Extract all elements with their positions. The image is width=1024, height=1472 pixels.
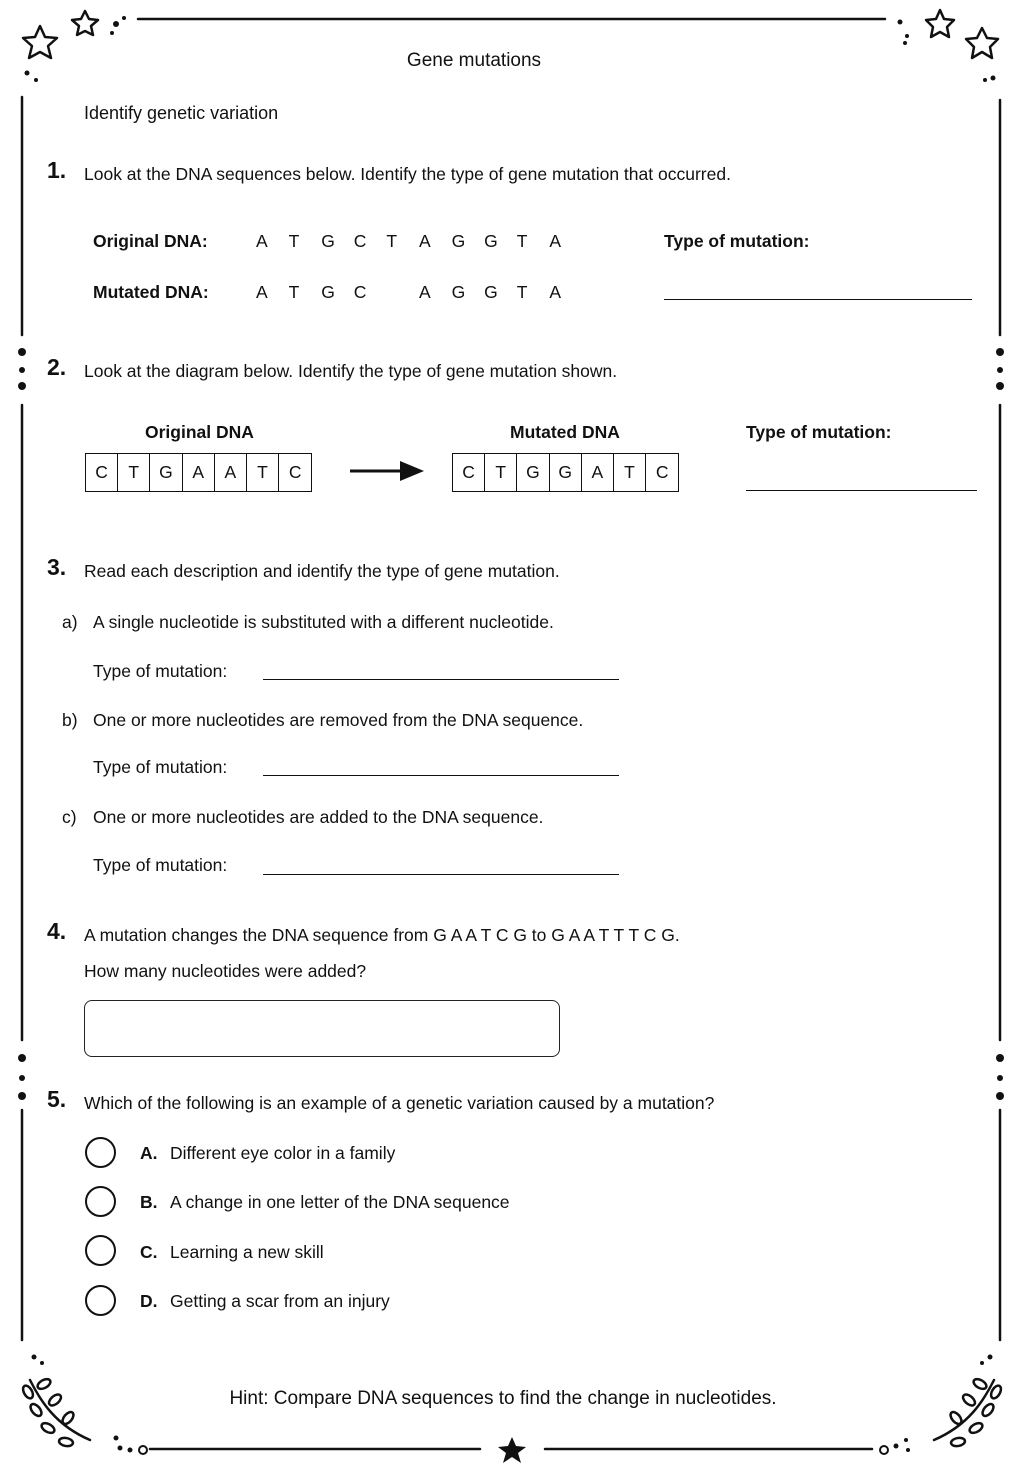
option-b-radio[interactable] bbox=[85, 1186, 116, 1217]
nucleotide: A bbox=[418, 282, 431, 302]
original-dna-sequence bbox=[256, 231, 582, 252]
nucleotide-box: C bbox=[453, 454, 485, 491]
sub-question-letter: b) bbox=[62, 710, 78, 730]
type-of-mutation-label: Type of mutation: bbox=[93, 757, 228, 777]
question-prompt-4: How many nucleotides were added? bbox=[84, 961, 367, 981]
nucleotide: T bbox=[288, 231, 300, 251]
nucleotide: G bbox=[321, 231, 335, 251]
question-text-3: Read each description and identify the type of gene mutation. bbox=[84, 561, 560, 581]
nucleotide: G bbox=[451, 231, 466, 251]
nucleotide: T bbox=[516, 282, 528, 302]
nucleotide-box: G bbox=[550, 454, 582, 491]
option-text: Getting a scar from an injury bbox=[170, 1291, 390, 1311]
option-text: A change in one letter of the DNA sequence bbox=[170, 1192, 510, 1212]
sub-question-text: One or more nucleotides are removed from the DNA sequence. bbox=[93, 710, 584, 730]
question-text-5: Which of the following is an example of a genetic variation caused by a mutation? bbox=[84, 1093, 715, 1113]
nucleotide: A bbox=[549, 282, 562, 302]
answer-line[interactable] bbox=[263, 679, 619, 680]
page-title: Gene mutations bbox=[406, 50, 542, 71]
mutated-dna-boxes bbox=[452, 453, 679, 492]
nucleotide: T bbox=[386, 231, 398, 251]
original-dna-heading: Original DNA bbox=[145, 422, 254, 442]
nucleotide-box: T bbox=[614, 454, 646, 491]
answer-line[interactable] bbox=[263, 874, 619, 875]
hint-text: Hint: Compare DNA sequences to find the change in nucleotides. bbox=[229, 1388, 777, 1409]
arrow-right-icon bbox=[350, 460, 426, 482]
question-number-5: 5. bbox=[47, 1086, 67, 1112]
nucleotide: G bbox=[484, 282, 498, 302]
option-letter: C. bbox=[140, 1242, 158, 1262]
mutated-dna-label: Mutated DNA: bbox=[93, 282, 209, 302]
nucleotide: A bbox=[256, 282, 268, 302]
nucleotide: C bbox=[353, 231, 367, 251]
original-dna-label: Original DNA: bbox=[93, 231, 208, 251]
nucleotide: T bbox=[516, 231, 528, 251]
star-icon bbox=[926, 10, 954, 37]
nucleotide-box: T bbox=[247, 454, 279, 491]
nucleotide-box: T bbox=[118, 454, 150, 491]
mutated-dna-heading: Mutated DNA bbox=[510, 422, 620, 442]
original-dna-boxes bbox=[85, 453, 312, 492]
nucleotide: G bbox=[321, 282, 335, 302]
answer-box[interactable] bbox=[84, 1000, 560, 1057]
question-text-2: Look at the diagram below. Identify the type of gene mutation shown. bbox=[84, 361, 618, 381]
sub-question-letter: a) bbox=[62, 612, 78, 632]
option-d-radio[interactable] bbox=[85, 1285, 116, 1316]
nucleotide-box: C bbox=[288, 462, 302, 482]
option-a-radio[interactable] bbox=[85, 1137, 116, 1168]
nucleotide-box: G bbox=[517, 454, 549, 491]
sub-question-text: One or more nucleotides are added to the DNA sequence. bbox=[93, 807, 544, 827]
nucleotide-box: A bbox=[183, 454, 215, 491]
answer-line[interactable] bbox=[746, 490, 977, 491]
nucleotide-box: G bbox=[150, 454, 182, 491]
mutated-dna-sequence bbox=[256, 282, 582, 303]
option-text: Different eye color in a family bbox=[170, 1143, 396, 1163]
nucleotide: T bbox=[288, 282, 300, 302]
type-of-mutation-label: Type of mutation: bbox=[93, 855, 228, 875]
nucleotide-box: C bbox=[655, 462, 669, 482]
question-text-1: Look at the DNA sequences below. Identify the type of gene mutation that occurred. bbox=[84, 164, 731, 184]
option-letter: D. bbox=[140, 1291, 158, 1311]
nucleotide-box: A bbox=[215, 454, 247, 491]
type-of-mutation-label: Type of mutation: bbox=[93, 661, 228, 681]
nucleotide: A bbox=[549, 231, 562, 251]
nucleotide-box: A bbox=[582, 454, 614, 491]
nucleotide-box: T bbox=[485, 454, 517, 491]
option-c-radio[interactable] bbox=[85, 1235, 116, 1266]
option-letter: B. bbox=[140, 1192, 158, 1212]
answer-line[interactable] bbox=[263, 775, 619, 776]
question-number-3: 3. bbox=[47, 554, 67, 580]
option-text: Learning a new skill bbox=[170, 1242, 324, 1262]
nucleotide-box: C bbox=[86, 454, 118, 491]
type-of-mutation-label: Type of mutation: bbox=[746, 422, 892, 442]
question-text-4: A mutation changes the DNA sequence from G A A T C G to G A A T T T C G. bbox=[84, 925, 680, 945]
nucleotide: G bbox=[451, 282, 466, 302]
nucleotide: G bbox=[484, 231, 498, 251]
nucleotide: C bbox=[353, 282, 367, 302]
star-icon bbox=[966, 28, 998, 58]
type-of-mutation-label: Type of mutation: bbox=[664, 231, 810, 251]
page-subtitle: Identify genetic variation bbox=[84, 103, 279, 123]
option-letter: A. bbox=[140, 1143, 158, 1163]
question-number-4: 4. bbox=[47, 918, 67, 944]
question-number-1: 1. bbox=[47, 157, 67, 183]
star-icon bbox=[72, 11, 98, 35]
star-icon bbox=[498, 1437, 526, 1463]
sub-question-letter: c) bbox=[62, 807, 77, 827]
sub-question-text: A single nucleotide is substituted with a different nucleotide. bbox=[93, 612, 554, 632]
answer-line[interactable] bbox=[664, 299, 972, 300]
question-number-2: 2. bbox=[47, 354, 67, 380]
nucleotide: A bbox=[418, 231, 431, 251]
nucleotide: A bbox=[256, 231, 268, 251]
